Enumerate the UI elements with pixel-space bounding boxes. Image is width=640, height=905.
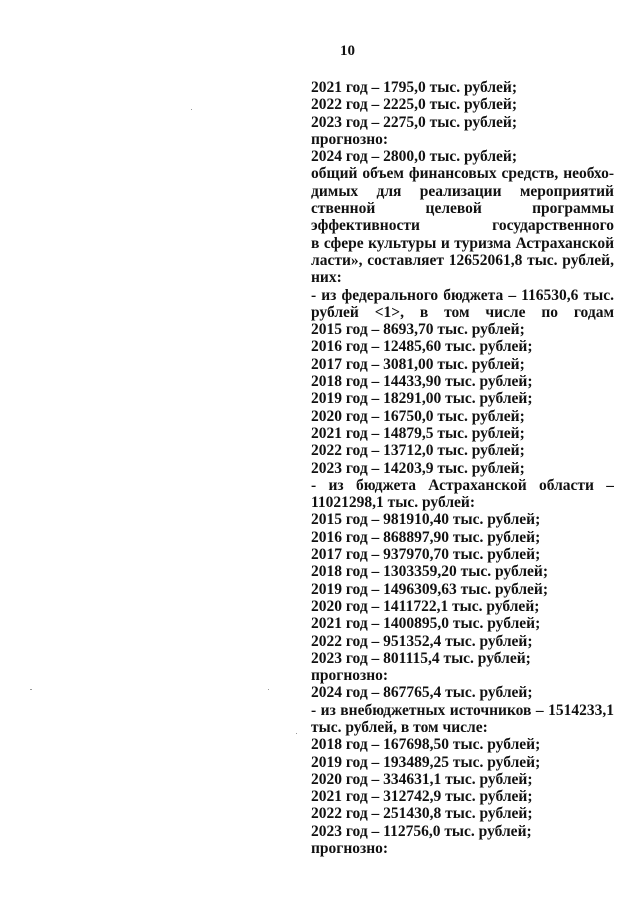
scan-speck bbox=[30, 689, 32, 690]
text-line: рублей <1>, в том числе по годам bbox=[311, 303, 614, 321]
text-line: прогнозно: bbox=[311, 840, 389, 858]
text-line: 2020 год – 1411722,1 тыс. рублей; bbox=[311, 597, 540, 615]
text-line: 2016 год – 868897,90 тыс. рублей; bbox=[311, 528, 541, 546]
text-line: 2020 год – 16750,0 тыс. рублей; bbox=[311, 407, 525, 425]
text-line: 2023 год – 14203,9 тыс. рублей; bbox=[311, 459, 525, 477]
text-line: 2024 год – 2800,0 тыс. рублей; bbox=[311, 148, 518, 166]
text-line: 2023 год – 2275,0 тыс. рублей; bbox=[311, 113, 518, 131]
page-number: 10 bbox=[340, 43, 355, 59]
text-line: 11021298,1 тыс. рублей: bbox=[311, 494, 475, 512]
scan-speck bbox=[191, 109, 192, 110]
text-line: в сфере культуры и туризма Астраханской bbox=[311, 234, 614, 252]
text-line: 2021 год – 14879,5 тыс. рублей; bbox=[311, 424, 525, 442]
text-line: 2018 год – 14433,90 тыс. рублей; bbox=[311, 373, 533, 391]
text-line: 2021 год – 312742,9 тыс. рублей; bbox=[311, 788, 533, 806]
text-line: 2018 год – 1303359,20 тыс. рублей; bbox=[311, 563, 549, 581]
text-line: 2017 год – 937970,70 тыс. рублей; bbox=[311, 546, 541, 564]
text-line: 2023 год – 112756,0 тыс. рублей; bbox=[311, 822, 532, 840]
text-line: 2019 год – 1496309,63 тыс. рублей; bbox=[311, 580, 549, 598]
text-line: - из внебюджетных источников – 1514233,1 bbox=[311, 701, 614, 719]
text-line: 2021 год – 1400895,0 тыс. рублей; bbox=[311, 615, 541, 633]
text-line: 2019 год – 193489,25 тыс. рублей; bbox=[311, 753, 541, 771]
text-line: ственной целевой программы bbox=[311, 200, 614, 218]
text-line: 2021 год – 1795,0 тыс. рублей; bbox=[311, 79, 518, 96]
text-line: них: bbox=[311, 269, 342, 287]
text-line: 2023 год – 801115,4 тыс. рублей; bbox=[311, 649, 531, 667]
text-line: 2022 год – 951352,4 тыс. рублей; bbox=[311, 632, 533, 650]
text-line: 2022 год – 251430,8 тыс. рублей; bbox=[311, 805, 533, 823]
text-line: эффективности государственного bbox=[311, 217, 614, 235]
text-line: общий объем финансовых средств, необхо- bbox=[311, 165, 614, 183]
text-line: 2022 год – 2225,0 тыс. рублей; bbox=[311, 96, 518, 114]
scan-speck bbox=[268, 689, 269, 690]
text-line: 2015 год – 8693,70 тыс. рублей; bbox=[311, 321, 525, 339]
text-line: 2015 год – 981910,40 тыс. рублей; bbox=[311, 511, 541, 529]
text-line: 2016 год – 12485,60 тыс. рублей; bbox=[311, 338, 533, 356]
text-column bbox=[311, 79, 614, 857]
text-line: 2020 год – 334631,1 тыс. рублей; bbox=[311, 770, 533, 788]
text-line: димых для реализации мероприятий bbox=[311, 182, 614, 200]
text-line: 2022 год – 13712,0 тыс. рублей; bbox=[311, 442, 525, 460]
text-line: 2024 год – 867765,4 тыс. рублей; bbox=[311, 684, 533, 702]
text-line: прогнозно: bbox=[311, 130, 389, 148]
text-line: - из бюджета Астраханской области – bbox=[311, 476, 614, 494]
text-line: 2019 год – 18291,00 тыс. рублей; bbox=[311, 390, 533, 408]
text-line: тыс. рублей, в том числе: bbox=[311, 718, 488, 736]
scan-speck bbox=[296, 733, 297, 734]
text-line: 2018 год – 167698,50 тыс. рублей; bbox=[311, 736, 541, 754]
text-line: 2017 год – 3081,00 тыс. рублей; bbox=[311, 355, 525, 373]
text-line: ласти», составляет 12652061,8 тыс. рублей, bbox=[311, 251, 614, 269]
text-line: - из федерального бюджета – 116530,6 тыс. bbox=[311, 286, 614, 304]
text-line: прогнозно: bbox=[311, 667, 389, 685]
